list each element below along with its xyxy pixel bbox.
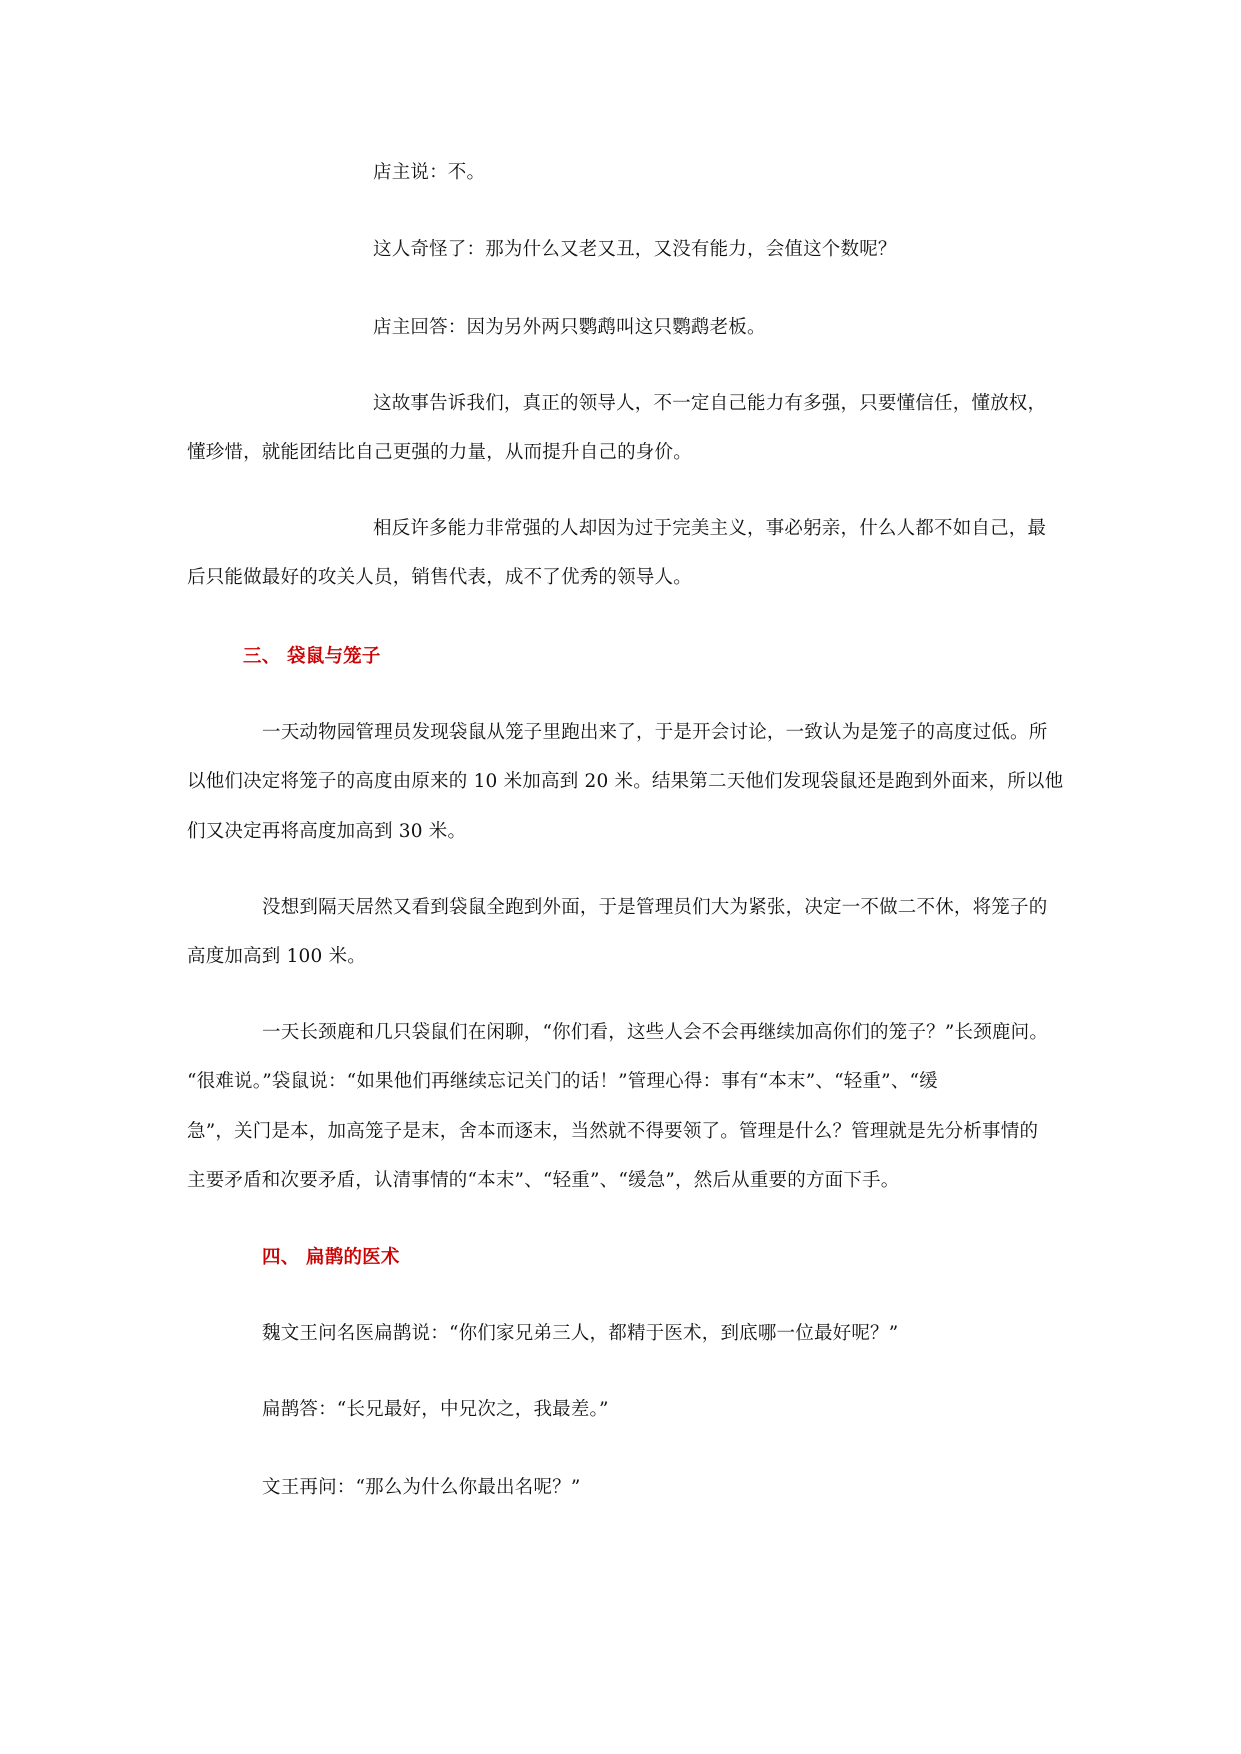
paragraph-line: 没想到隔天居然又看到袋鼠全跑到外面，于是管理员们大为紧张，决定一不做二不休，将笼子的 bbox=[262, 897, 1048, 918]
paragraph-line: 这人奇怪了：那为什么又老又丑，又没有能力，会值这个数呢？ bbox=[373, 239, 897, 260]
section-heading: 四、 扁鹊的医术 bbox=[262, 1247, 400, 1268]
paragraph-line: 相反许多能力非常强的人却因为过于完美主义，事必躬亲，什么人都不如自己，最 bbox=[373, 518, 1047, 539]
paragraph-line: “很难说。”袋鼠说：“如果他们再继续忘记关门的话！”管理心得：事有“本末”、“轻重”、“缓 bbox=[187, 1071, 938, 1092]
paragraph-line: 店主回答：因为另外两只鹦鹉叫这只鹦鹉老板。 bbox=[373, 317, 766, 338]
paragraph-line: 扁鹊答：“长兄最好，中兄次之，我最差。” bbox=[262, 1399, 609, 1420]
paragraph-line: 急”，关门是本，加高笼子是末，舍本而逐末，当然就不得要领了。管理是什么？管理就是先分析事情的 bbox=[187, 1121, 1039, 1142]
paragraph-line: 以他们决定将笼子的高度由原来的 10 米加高到 20 米。结果第二天他们发现袋鼠还是跑到外面来，所以他 bbox=[187, 771, 1064, 792]
paragraph-line: 文王再问：“那么为什么你最出名呢？” bbox=[262, 1477, 581, 1498]
section-heading: 三、 袋鼠与笼子 bbox=[243, 646, 381, 667]
paragraph-line: 一天长颈鹿和几只袋鼠们在闲聊，“你们看，这些人会不会再继续加高你们的笼子？”长颈鹿问。 bbox=[262, 1022, 1049, 1043]
paragraph-line: 这故事告诉我们，真正的领导人，不一定自己能力有多强，只要懂信任，懂放权， bbox=[373, 393, 1047, 414]
paragraph-line: 魏文王问名医扁鹊说：“你们家兄弟三人，都精于医术，到底哪一位最好呢？” bbox=[262, 1323, 899, 1344]
paragraph-line: 店主说：不。 bbox=[373, 162, 486, 183]
paragraph-line: 懂珍惜，就能团结比自己更强的力量，从而提升自己的身价。 bbox=[187, 442, 692, 463]
paragraph-line: 后只能做最好的攻关人员，销售代表，成不了优秀的领导人。 bbox=[187, 567, 692, 588]
paragraph-line: 一天动物园管理员发现袋鼠从笼子里跑出来了，于是开会讨论，一致认为是笼子的高度过低。所 bbox=[262, 722, 1048, 743]
paragraph-line: 们又决定再将高度加高到 30 米。 bbox=[187, 821, 467, 842]
paragraph-line: 主要矛盾和次要矛盾，认清事情的“本末”、“轻重”、“缓急”，然后从重要的方面下手。 bbox=[187, 1170, 900, 1191]
paragraph-line: 高度加高到 100 米。 bbox=[187, 946, 366, 967]
